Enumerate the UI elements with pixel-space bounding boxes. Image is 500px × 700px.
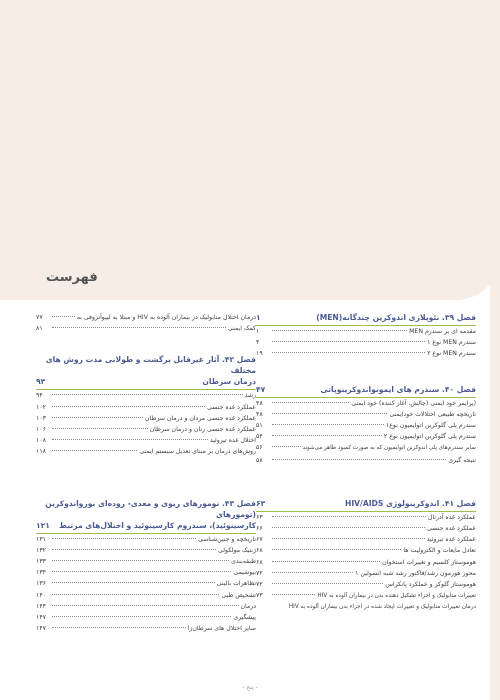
toc-entry[interactable] (36, 435, 256, 446)
entry-title: پیشگیری (233, 614, 256, 622)
chapter-title-line-2 (36, 376, 256, 387)
chapter-entries (36, 534, 256, 635)
entry-title: مقدمه ای بر سندرم MEN (409, 328, 476, 335)
page-edge-decoration (490, 0, 500, 700)
chapter-title-line: فصل ۴۲. آثار غیرقابل برگشت و طولانی مدت روش های مختلف (45, 355, 256, 376)
toc-continuation-entry[interactable] (36, 312, 256, 334)
entry-page: ۱۳۴ (36, 569, 46, 577)
leader-dots (272, 583, 383, 584)
chapter-heading[interactable] (36, 354, 256, 390)
leader-dots (52, 316, 75, 317)
toc-entry[interactable] (256, 431, 476, 442)
toc-entry[interactable] (256, 326, 476, 337)
page-title: فهرست (46, 270, 98, 285)
entry-page: ۱۰۳ (36, 414, 46, 422)
chapter-page: ۱ (256, 313, 261, 322)
entry-title: تعادل مایعات و الکترولیت ها (403, 547, 476, 555)
toc-entry[interactable] (36, 390, 256, 401)
toc-chapter-39 (256, 312, 476, 360)
chapter-heading[interactable] (36, 498, 256, 534)
entry-page: ۱۳۱ (36, 535, 46, 543)
leader-dots (52, 627, 186, 628)
toc-entry[interactable] (36, 534, 256, 545)
leader-dots (52, 549, 216, 550)
chapter-title-line: فصل ۴۳. تومورهای ریوی و معدی- روده‌ای نورواندوکرین (تومورهای (45, 498, 256, 519)
leader-dots (272, 549, 401, 550)
entry-title: تظاهرات بالینی (216, 580, 256, 588)
toc-entry[interactable] (256, 455, 476, 466)
entry-page: ۱۳۲ (36, 546, 46, 554)
leader-dots (272, 459, 446, 460)
entry-title: محور هورمون رشد/فاکتور رشد شبه انسولین ۱ (355, 569, 476, 577)
leader-dots (52, 582, 215, 583)
entry-page: ۱۰۸ (36, 437, 46, 445)
chapter-heading[interactable] (256, 312, 476, 326)
entry-page: ۱۳۶ (36, 580, 46, 588)
entry-page: ۸۱ (36, 325, 43, 333)
chapter-title-line: درمان سرطان (202, 377, 256, 387)
leader-dots (272, 435, 382, 436)
leader-dots (52, 616, 231, 617)
leader-dots (52, 538, 196, 539)
toc-entry[interactable] (256, 568, 476, 579)
entry-page: ۱۰۶ (36, 426, 46, 434)
chapter-title: فصل ۴۰. سندرم های ایمونواندوکرینوپاتی (320, 384, 476, 394)
entry-page: ۵۶ (256, 444, 263, 452)
leader-dots (52, 428, 148, 429)
entry-page: ۱۴۴ (36, 602, 46, 610)
leader-dots (52, 406, 205, 407)
toc-entry[interactable] (36, 578, 256, 589)
entry-title: سایر اختلال های سرطان‌زا (187, 625, 256, 633)
entry-title: عملکرد غده جنسی مردان و درمان سرطان (145, 414, 256, 422)
entry-page: ۱۳۳ (36, 558, 46, 566)
entry-title: تاریخچه و جنین‌شناسی (197, 535, 256, 543)
toc-entry[interactable] (36, 623, 256, 634)
entry-title: درمان اختلال متابولیک در بیماران آلوده به HIV و مبتلا به لیپوآتروفی به (76, 314, 256, 321)
entry-title: رشد (244, 392, 256, 400)
leader-dots (272, 527, 425, 528)
toc-chapter-42 (36, 354, 256, 457)
leader-dots (52, 450, 137, 451)
continuation-line (36, 323, 256, 334)
leader-dots (272, 572, 353, 573)
chapter-heading[interactable] (256, 498, 476, 512)
toc-chapter-40 (256, 384, 476, 466)
leader-dots (272, 594, 315, 595)
entry-title: سایر سندرم‌های پلی اندوکرین اتوایمیون که به صورت کمبود ظاهر می‌شوند (302, 445, 476, 452)
entry-page: ۶۶ (256, 525, 263, 533)
toc-entry-continued[interactable]: درمان تغییرات متابولیک و تغییرات ایجاد شده در اجزاء بدن بیماران آلوده به HIV (288, 604, 476, 611)
toc-chapter-43 (36, 498, 256, 635)
toc-entry[interactable] (256, 512, 476, 523)
leader-dots (52, 417, 143, 418)
entry-title: هوموستاز کلسیم و تغییرات استخوان (382, 558, 476, 566)
toc-entry[interactable] (256, 348, 476, 359)
leader-dots (52, 560, 229, 561)
entry-title: تشخیص طبی (221, 591, 256, 599)
toc-entry[interactable] (36, 556, 256, 567)
chapter-page: ۶۳ (256, 498, 266, 508)
entry-title: تغییرات متابولیک و اجزاء تشکیل دهنده بدن در بیماران آلوده به HIV (317, 593, 476, 600)
entry-title: هوموستاز گلوکز و عملکرد پانکراس (385, 581, 476, 589)
entry-title: عملکرد غده جنسی زنان و درمان سرطان (149, 426, 256, 434)
leader-dots (272, 341, 425, 342)
entry-title: سندرم پلی گلوکرین اتوایمیون نوع ۲ (383, 433, 476, 441)
entry-page: ۶۳ (256, 513, 263, 521)
entry-title: بیوشیمی (233, 569, 256, 577)
toc-entry[interactable] (256, 545, 476, 556)
leader-dots (272, 424, 384, 425)
toc-entry[interactable] (36, 601, 256, 612)
leader-dots (52, 439, 208, 440)
toc-entry[interactable] (256, 442, 476, 454)
toc-entry[interactable] (36, 567, 256, 578)
entry-page: ۹۴ (36, 392, 43, 400)
chapter-page: ۴۷ (256, 384, 266, 394)
leader-dots (272, 516, 426, 517)
toc-entry[interactable] (256, 337, 476, 348)
header-band (0, 0, 500, 300)
chapter-page: ۹۳ (36, 377, 46, 387)
leader-dots (52, 571, 231, 572)
leader-dots (52, 327, 226, 328)
entry-title: عملکرد غده آدرنال (427, 513, 476, 521)
toc-left-column (36, 312, 256, 634)
toc-entry[interactable] (256, 590, 476, 602)
toc-entry[interactable] (36, 424, 256, 435)
entry-title: سندرم MEN نوع ۲ (427, 350, 476, 358)
toc-entry[interactable] (256, 420, 476, 431)
leader-dots (272, 413, 387, 414)
leader-dots (272, 402, 349, 403)
entry-title: اختلال غده تیروئید (209, 437, 256, 445)
entry-page: ۱۴۷ (36, 625, 46, 633)
page-number-footer: - پنج - (242, 684, 258, 691)
toc-entry[interactable] (256, 534, 476, 545)
entry-title: سندرم MEN نوع ۱ (427, 339, 476, 347)
toc-entry[interactable] (36, 413, 256, 424)
entry-page: ۱۹ (256, 350, 263, 358)
entry-page: ۷۳ (256, 592, 263, 600)
entry-page: ۱۴۰ (36, 591, 46, 599)
entry-title: طبقه‌بندی (231, 558, 256, 566)
chapter-entries (256, 326, 476, 360)
entry-title: (پرایمر خود ایمنی (چالش، آغاز کننده) خود ایمنی (351, 399, 476, 407)
chapter-title-line: کارسینوئید)، سندروم کارسینوئید و اختلال‌های مرتبط (59, 520, 256, 530)
toc-entry[interactable] (256, 579, 476, 590)
leader-dots (272, 561, 380, 562)
entry-title: سندرم پلی گلوکرین اتوایمیون نوع۱ (385, 422, 476, 430)
leader-dots (52, 394, 243, 395)
chapter-title: فصل ۴۱. اندوکرینولوژی HIV/AIDS (344, 498, 476, 508)
continuation-line (36, 312, 256, 323)
entry-title: عملکرد غده تیروئید (426, 536, 476, 544)
toc-entry[interactable] (36, 402, 256, 413)
toc-entry[interactable] (256, 523, 476, 534)
entry-page: ۱۰۲ (36, 403, 46, 411)
toc-entry[interactable] (36, 590, 256, 601)
chapter-heading[interactable] (256, 384, 476, 398)
chapter-title: فصل ۳۹. نئوپلازی اندوکرین چندگانه(MEN) (316, 313, 476, 322)
entry-title: عملکرد غده جنسی (207, 403, 256, 411)
entry-title: نتیجه گیری (448, 456, 476, 464)
entry-page: ۴۸ (256, 410, 263, 418)
toc-entry[interactable] (256, 398, 476, 409)
toc-entry[interactable] (256, 409, 476, 420)
entry-page: ۴۸ (256, 399, 263, 407)
entry-page: ۴ (256, 339, 260, 347)
entry-title: کمک ایمنی (227, 325, 256, 333)
chapter-title-line-2 (36, 520, 256, 531)
entry-title: روش‌های درمان بر مبنای تعدیل سیستم ایمنی (139, 448, 256, 456)
leader-dots (272, 538, 425, 539)
entry-page: ۷۲ (256, 581, 263, 589)
entry-page: ۱۱۸ (36, 448, 46, 456)
entry-page: ۶۸ (256, 547, 263, 555)
leader-dots (272, 352, 425, 353)
toc-right-column (256, 312, 476, 614)
entry-page: ۷۷ (36, 314, 43, 321)
toc-entry[interactable] (256, 557, 476, 568)
entry-page: ۶۷ (256, 536, 263, 544)
entry-page: ۷۲ (256, 569, 263, 577)
entry-title: تاریخچه طبیعی اختلالات خودایمنی (389, 410, 476, 418)
chapter-entries (36, 390, 256, 457)
entry-page: ۱۴۷ (36, 614, 46, 622)
entry-page: ۵۱ (256, 422, 263, 430)
entry-page: ۵۸ (256, 456, 263, 464)
toc-entry[interactable] (36, 446, 256, 457)
entry-title: ژنتیک مولکولی (217, 546, 256, 554)
entry-page: ۱ (256, 328, 260, 335)
toc-entry[interactable] (36, 545, 256, 556)
toc-entry[interactable] (36, 612, 256, 623)
entry-page: ۶۸ (256, 558, 263, 566)
toc-chapter-41 (256, 498, 476, 614)
chapter-entries (256, 398, 476, 466)
entry-title: درمان (240, 602, 256, 610)
leader-dots (52, 594, 219, 595)
entry-title: عملکرد غده جنسی (427, 525, 476, 533)
entry-page: ۵۴ (256, 433, 263, 441)
chapter-entries (256, 512, 476, 614)
leader-dots (272, 330, 407, 331)
chapter-page: ۱۲۱ (36, 520, 50, 530)
leader-dots (272, 446, 301, 447)
leader-dots (52, 605, 239, 606)
